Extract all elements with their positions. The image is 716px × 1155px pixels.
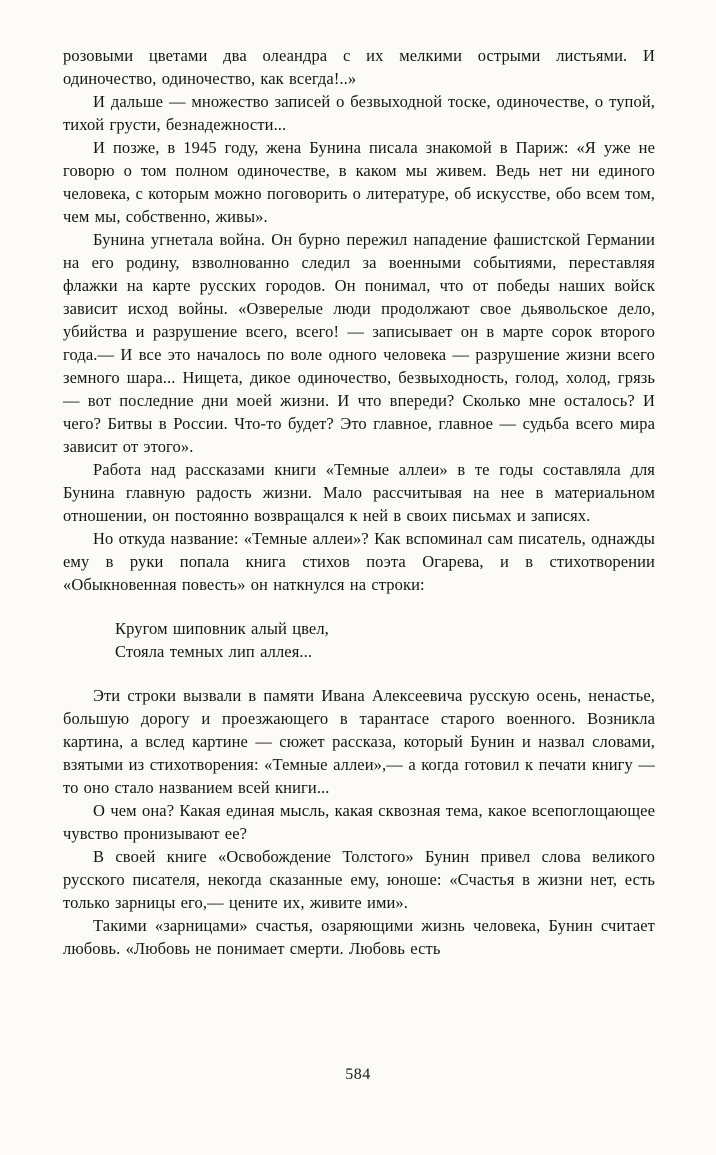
paragraph-5: Работа над рассказами книги «Темные аллеи» в те годы составляла для Бунина главную радость жизни. Мало рассчитывая на нее в материальном отношении, он постоянно возвращался к ней в своих письмах и записях. [63, 460, 655, 525]
paragraph-9: В своей книге «Освобождение Толстого» Бунин привел слова великого русского писателя, некогда сказанные ему, юноше: «Счастья в жизни нет, есть только зарницы его,— цените их, живите ими». [63, 847, 655, 912]
verse-line-1: Кругом шиповник алый цвел, [115, 619, 329, 638]
paragraph-3: И позже, в 1945 году, жена Бунина писала знакомой в Париж: «Я уже не говорю о том полном одиночестве, в каком мы живем. Ведь нет ни единого человека, с которым можно поговорить о литературе, об искусстве, обо всем том, чем мы, собственно, живы». [63, 138, 655, 226]
paragraph-7: Эти строки вызвали в памяти Ивана Алексеевича русскую осень, ненастье, большую дорогу и проезжающего в тарантасе старого военного. Возникла картина, а вслед картине — сюжет рассказа, который Бунин и назвал словами, взятыми из стихотворения: «Темные аллеи»,— а когда готовил к печати книгу — то оно стало названием всей книги... [63, 686, 655, 797]
paragraph-8: О чем она? Какая единая мысль, какая сквозная тема, какое всепоглощающее чувство пронизывают ее? [63, 801, 655, 843]
verse-line-2: Стояла темных лип аллея... [115, 642, 313, 661]
verse-quote [115, 617, 655, 663]
page-number: 584 [345, 1066, 371, 1083]
paragraph-10: Такими «зарницами» счастья, озаряющими жизнь человека, Бунин считает любовь. «Любовь не понимает смерти. Любовь есть [63, 916, 655, 958]
paragraph-4: Бунина угнетала война. Он бурно пережил нападение фашистской Германии на его родину, взволнованно следил за военными событиями, переставляя флажки на карте русских городов. Он понимал, что от победы наших войск зависит исход войны. «Озверелые люди продолжают свое дьявольское дело, убийства и разрушение всего, всего! — записывает он в марте сорок второго года.— И все это началось по воле одного человека — разрушение жизни всего земного шара... Нищета, дикое одиночество, безвыходность, голод, холод, грязь — вот последние дни моей жизни. И что впереди? Сколько мне осталось? И чего? Битвы в России. Что-то будет? Это главное, главное — судьба всего мира зависит от этого». [63, 230, 655, 456]
page-text [63, 44, 655, 960]
paragraph-2: И дальше — множество записей о безвыходной тоске, одиночестве, о тупой, тихой грусти, безнадежности... [63, 92, 655, 134]
paragraph-6: Но откуда название: «Темные аллеи»? Как вспоминал сам писатель, однажды ему в руки попала книга стихов поэта Огарева, и в стихотворении «Обыкновенная повесть» он наткнулся на строки: [63, 529, 655, 594]
paragraph-continuation: розовыми цветами два олеандра с их мелкими острыми листьями. И одиночество, одиночество, как всегда!..» [63, 46, 655, 88]
